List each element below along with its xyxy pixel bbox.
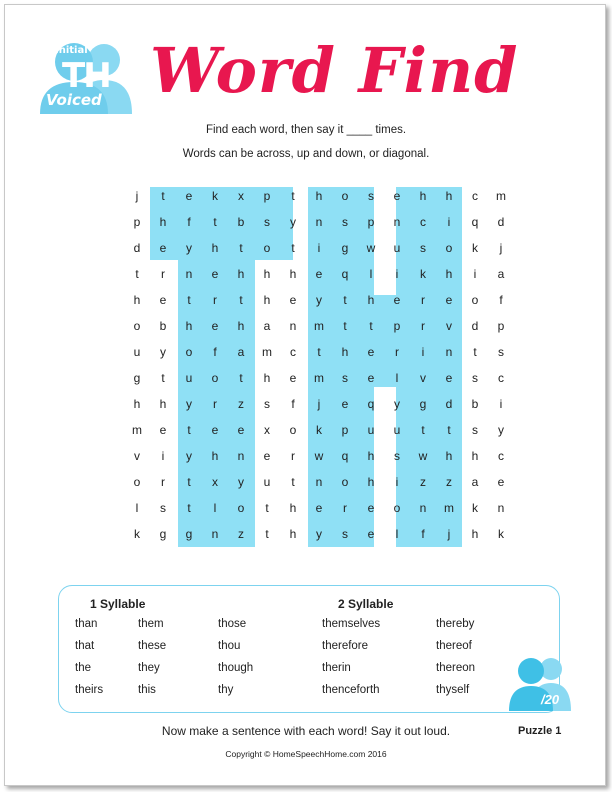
word-item: thyself [436, 684, 470, 696]
grid-letter: i [447, 215, 451, 229]
grid-letter: p [497, 319, 505, 333]
grid-letter: k [472, 501, 478, 515]
grid-letter: h [263, 293, 271, 307]
grid-letter: i [473, 267, 477, 281]
grid-letter: r [161, 267, 165, 281]
grid-letter: e [315, 501, 323, 515]
grid-letter: n [393, 215, 401, 229]
logo-th-text: TH [62, 56, 110, 96]
grid-letter: o [341, 189, 349, 203]
score-label: /20 [541, 692, 560, 707]
grid-letter: t [187, 501, 191, 515]
grid-letter: e [185, 189, 193, 203]
sentence-instruction: Now make a sentence with each word! Say it out loud. [161, 724, 451, 738]
grid-letter: a [263, 319, 271, 333]
grid-letter: n [211, 527, 219, 541]
grid-letter: h [419, 189, 427, 203]
grid-letter: g [419, 397, 427, 411]
grid-letter: y [186, 241, 192, 255]
grid-letter: t [161, 371, 165, 385]
grid-letter: d [445, 397, 453, 411]
grid-letter: s [264, 397, 270, 411]
grid-letter: e [263, 449, 271, 463]
grid-letter: p [263, 189, 271, 203]
grid-letter: h [237, 319, 245, 333]
grid-letter: s [342, 215, 348, 229]
grid-letter: g [185, 527, 193, 541]
grid-letter: b [471, 397, 479, 411]
grid-letter: o [289, 423, 297, 437]
grid-letter: i [161, 449, 165, 463]
grid-letter: n [237, 449, 245, 463]
grid-letter: e [367, 527, 375, 541]
grid-letter: l [213, 501, 217, 515]
grid-letter: k [420, 267, 426, 281]
grid-letter: j [317, 397, 321, 411]
grid-letter: h [367, 449, 375, 463]
grid-letter: a [237, 345, 245, 359]
word-item: though [218, 662, 254, 674]
grid-letter: s [394, 449, 400, 463]
grid-letter: h [133, 397, 141, 411]
grid-letter: t [187, 293, 191, 307]
grid-letter: q [367, 397, 375, 411]
grid-letter: m [444, 501, 454, 515]
grid-letter: o [133, 475, 141, 489]
grid-letter: s [160, 501, 166, 515]
grid-letter: e [289, 371, 297, 385]
grid-letter: s [368, 189, 374, 203]
grid-letter: g [341, 241, 349, 255]
grid-letter: u [133, 345, 141, 359]
word-item: therefore [322, 640, 369, 652]
grid-letter: x [212, 475, 218, 489]
grid-letter: r [421, 319, 425, 333]
grid-letter: t [213, 215, 217, 229]
logo-initial-text: Initial [55, 45, 88, 56]
grid-letter: r [161, 475, 165, 489]
grid-letter: z [238, 397, 244, 411]
grid-letter: c [498, 371, 504, 385]
grid-letter: r [343, 501, 347, 515]
grid-letter: p [133, 215, 141, 229]
grid-letter: t [447, 423, 451, 437]
grid-letter: p [367, 215, 375, 229]
word-item: theirs [75, 684, 104, 696]
grid-letter: r [421, 293, 425, 307]
grid-letter: o [263, 241, 271, 255]
word-item: themselves [322, 618, 381, 630]
grid-letter: h [289, 267, 297, 281]
grid-letter: r [291, 449, 295, 463]
grid-letter: j [499, 241, 503, 255]
grid-letter: y [394, 397, 400, 411]
grid-letter: n [497, 501, 505, 515]
grid-letter: t [369, 319, 373, 333]
grid-letter: t [473, 345, 477, 359]
grid-letter: v [420, 371, 426, 385]
grid-letter: e [497, 475, 505, 489]
grid-letter: t [135, 267, 139, 281]
grid-letter: w [314, 449, 324, 463]
grid-letter: l [369, 267, 373, 281]
grid-letter: y [290, 215, 296, 229]
grid-letter: o [471, 293, 479, 307]
grid-letter: e [341, 397, 349, 411]
letter-grid [124, 183, 514, 547]
one-syllable-heading: 1 Syllable [90, 597, 146, 611]
grid-letter: t [317, 345, 321, 359]
grid-letter: h [159, 397, 167, 411]
instruction-line-1: Find each word, then say it ____ times. [205, 124, 407, 136]
word-item: thereon [436, 662, 476, 674]
grid-letter: y [238, 475, 244, 489]
grid-letter: y [160, 345, 166, 359]
word-item: thereby [436, 618, 475, 630]
grid-letter: e [211, 423, 219, 437]
grid-letter: l [135, 501, 139, 515]
grid-letter: q [471, 215, 479, 229]
grid-letter: n [289, 319, 297, 333]
grid-letter: e [315, 267, 323, 281]
word-item: thenceforth [322, 684, 380, 696]
grid-letter: w [366, 241, 376, 255]
grid-letter: f [499, 293, 503, 307]
grid-letter: z [420, 475, 426, 489]
logo-voiced-text: Voiced [46, 91, 102, 109]
word-item: this [138, 684, 156, 696]
grid-letter: t [161, 189, 165, 203]
word-item: them [138, 618, 164, 630]
grid-letter: e [393, 189, 401, 203]
grid-letter: s [420, 241, 426, 255]
grid-letter: z [446, 475, 452, 489]
grid-letter: t [187, 475, 191, 489]
grid-letter: e [393, 293, 401, 307]
grid-letter: c [498, 449, 504, 463]
grid-letter: d [497, 215, 505, 229]
grid-letter: m [262, 345, 272, 359]
grid-letter: q [341, 267, 349, 281]
grid-letter: h [367, 293, 375, 307]
grid-letter: h [211, 449, 219, 463]
grid-letter: i [499, 397, 503, 411]
grid-letter: t [291, 241, 295, 255]
grid-letter: j [135, 189, 139, 203]
grid-letter: h [289, 501, 297, 515]
grid-letter: s [498, 345, 504, 359]
grid-letter: e [367, 501, 375, 515]
grid-letter: z [238, 527, 244, 541]
grid-letter: g [133, 371, 141, 385]
grid-letter: b [159, 319, 167, 333]
grid-letter: f [213, 345, 217, 359]
grid-letter: e [445, 371, 453, 385]
grid-letter: q [341, 449, 349, 463]
grid-letter: s [472, 423, 478, 437]
word-item: thou [218, 640, 241, 652]
grid-letter: s [342, 527, 348, 541]
puzzle-number: Puzzle 1 [518, 725, 562, 737]
word-item: they [138, 662, 160, 674]
grid-letter: h [445, 267, 453, 281]
grid-letter: h [289, 527, 297, 541]
grid-letter: c [290, 345, 296, 359]
grid-letter: h [237, 267, 245, 281]
grid-letter: o [445, 241, 453, 255]
grid-letter: e [289, 293, 297, 307]
grid-letter: h [315, 189, 323, 203]
grid-letter: x [238, 189, 244, 203]
word-item: those [218, 618, 247, 630]
grid-letter: m [496, 189, 506, 203]
grid-letter: t [291, 189, 295, 203]
grid-letter: i [317, 241, 321, 255]
grid-letter: e [445, 293, 453, 307]
grid-letter: t [239, 371, 243, 385]
grid-letter: h [445, 449, 453, 463]
grid-letter: h [471, 527, 479, 541]
two-syllable-heading: 2 Syllable [338, 597, 394, 611]
grid-letter: h [133, 293, 141, 307]
grid-letter: i [395, 267, 399, 281]
grid-letter: n [419, 501, 427, 515]
word-item: thereof [436, 640, 472, 652]
grid-letter: y [316, 527, 322, 541]
grid-letter: g [159, 527, 167, 541]
grid-letter: s [342, 371, 348, 385]
grid-letter: t [265, 501, 269, 515]
grid-letter: y [186, 449, 192, 463]
grid-letter: u [393, 241, 401, 255]
grid-letter: y [316, 293, 322, 307]
grid-letter: o [133, 319, 141, 333]
grid-letter: b [237, 215, 245, 229]
grid-letter: t [343, 319, 347, 333]
grid-letter: n [315, 475, 323, 489]
grid-letter: c [420, 215, 426, 229]
grid-letter: l [395, 371, 399, 385]
grid-letter: i [421, 345, 425, 359]
grid-letter: o [185, 345, 193, 359]
grid-letter: f [291, 397, 295, 411]
grid-letter: m [314, 371, 324, 385]
grid-letter: o [211, 371, 219, 385]
word-item: that [75, 640, 95, 652]
grid-letter: w [418, 449, 428, 463]
grid-letter: j [447, 527, 451, 541]
grid-letter: r [213, 293, 217, 307]
copyright-text: Copyright © HomeSpeechHome.com 2016 [225, 749, 387, 759]
grid-letter: h [263, 267, 271, 281]
grid-letter: f [421, 527, 425, 541]
grid-letter: t [343, 293, 347, 307]
grid-letter: c [472, 189, 478, 203]
word-search-grid [124, 183, 506, 547]
grid-letter: p [393, 319, 401, 333]
grid-letter: t [291, 475, 295, 489]
word-item: these [138, 640, 167, 652]
grid-letter: y [186, 397, 192, 411]
grid-letter: r [395, 345, 399, 359]
grid-letter: h [341, 345, 349, 359]
grid-letter: u [393, 423, 401, 437]
grid-letter: o [237, 501, 245, 515]
grid-letter: x [264, 423, 270, 437]
grid-letter: h [263, 371, 271, 385]
grid-letter: t [265, 527, 269, 541]
grid-letter: s [264, 215, 270, 229]
grid-letter: v [446, 319, 452, 333]
grid-letter: d [133, 241, 141, 255]
grid-letter: e [367, 345, 375, 359]
grid-letter: o [393, 501, 401, 515]
grid-letter: a [471, 475, 479, 489]
grid-letter: e [159, 423, 167, 437]
grid-letter: h [367, 475, 375, 489]
grid-letter: m [314, 319, 324, 333]
grid-letter: k [134, 527, 140, 541]
grid-letter: n [445, 345, 453, 359]
grid-letter: s [472, 371, 478, 385]
grid-letter: e [159, 293, 167, 307]
grid-letter: k [212, 189, 218, 203]
instruction-line-2: Words can be across, up and down, or diagonal. [182, 148, 430, 160]
grid-letter: a [497, 267, 505, 281]
grid-letter: k [498, 527, 504, 541]
grid-letter: e [211, 319, 219, 333]
grid-letter: y [498, 423, 504, 437]
grid-letter: u [367, 423, 375, 437]
grid-letter: e [159, 241, 167, 255]
grid-letter: t [421, 423, 425, 437]
grid-letter: p [341, 423, 349, 437]
grid-letter: t [239, 241, 243, 255]
page-title: Word Find [150, 34, 519, 107]
grid-letter: f [187, 215, 191, 229]
grid-letter: h [159, 215, 167, 229]
word-item: therin [322, 662, 351, 674]
grid-letter: n [185, 267, 193, 281]
grid-letter: e [367, 371, 375, 385]
grid-letter: h [211, 241, 219, 255]
word-item: the [75, 662, 91, 674]
grid-letter: v [134, 449, 140, 463]
word-item: than [75, 618, 98, 630]
grid-letter: k [316, 423, 322, 437]
grid-letter: o [341, 475, 349, 489]
grid-letter: k [472, 241, 478, 255]
grid-letter: l [395, 527, 399, 541]
grid-letter: u [185, 371, 193, 385]
grid-letter: h [471, 449, 479, 463]
grid-letter: i [395, 475, 399, 489]
grid-letter: d [471, 319, 479, 333]
grid-letter: h [445, 189, 453, 203]
grid-letter: r [213, 397, 217, 411]
grid-letter: t [239, 293, 243, 307]
grid-letter: n [315, 215, 323, 229]
grid-letter: t [187, 423, 191, 437]
grid-letter: e [211, 267, 219, 281]
grid-letter: m [132, 423, 142, 437]
grid-letter: u [263, 475, 271, 489]
grid-letter: e [237, 423, 245, 437]
word-item: thy [218, 684, 234, 696]
grid-letter: h [185, 319, 193, 333]
